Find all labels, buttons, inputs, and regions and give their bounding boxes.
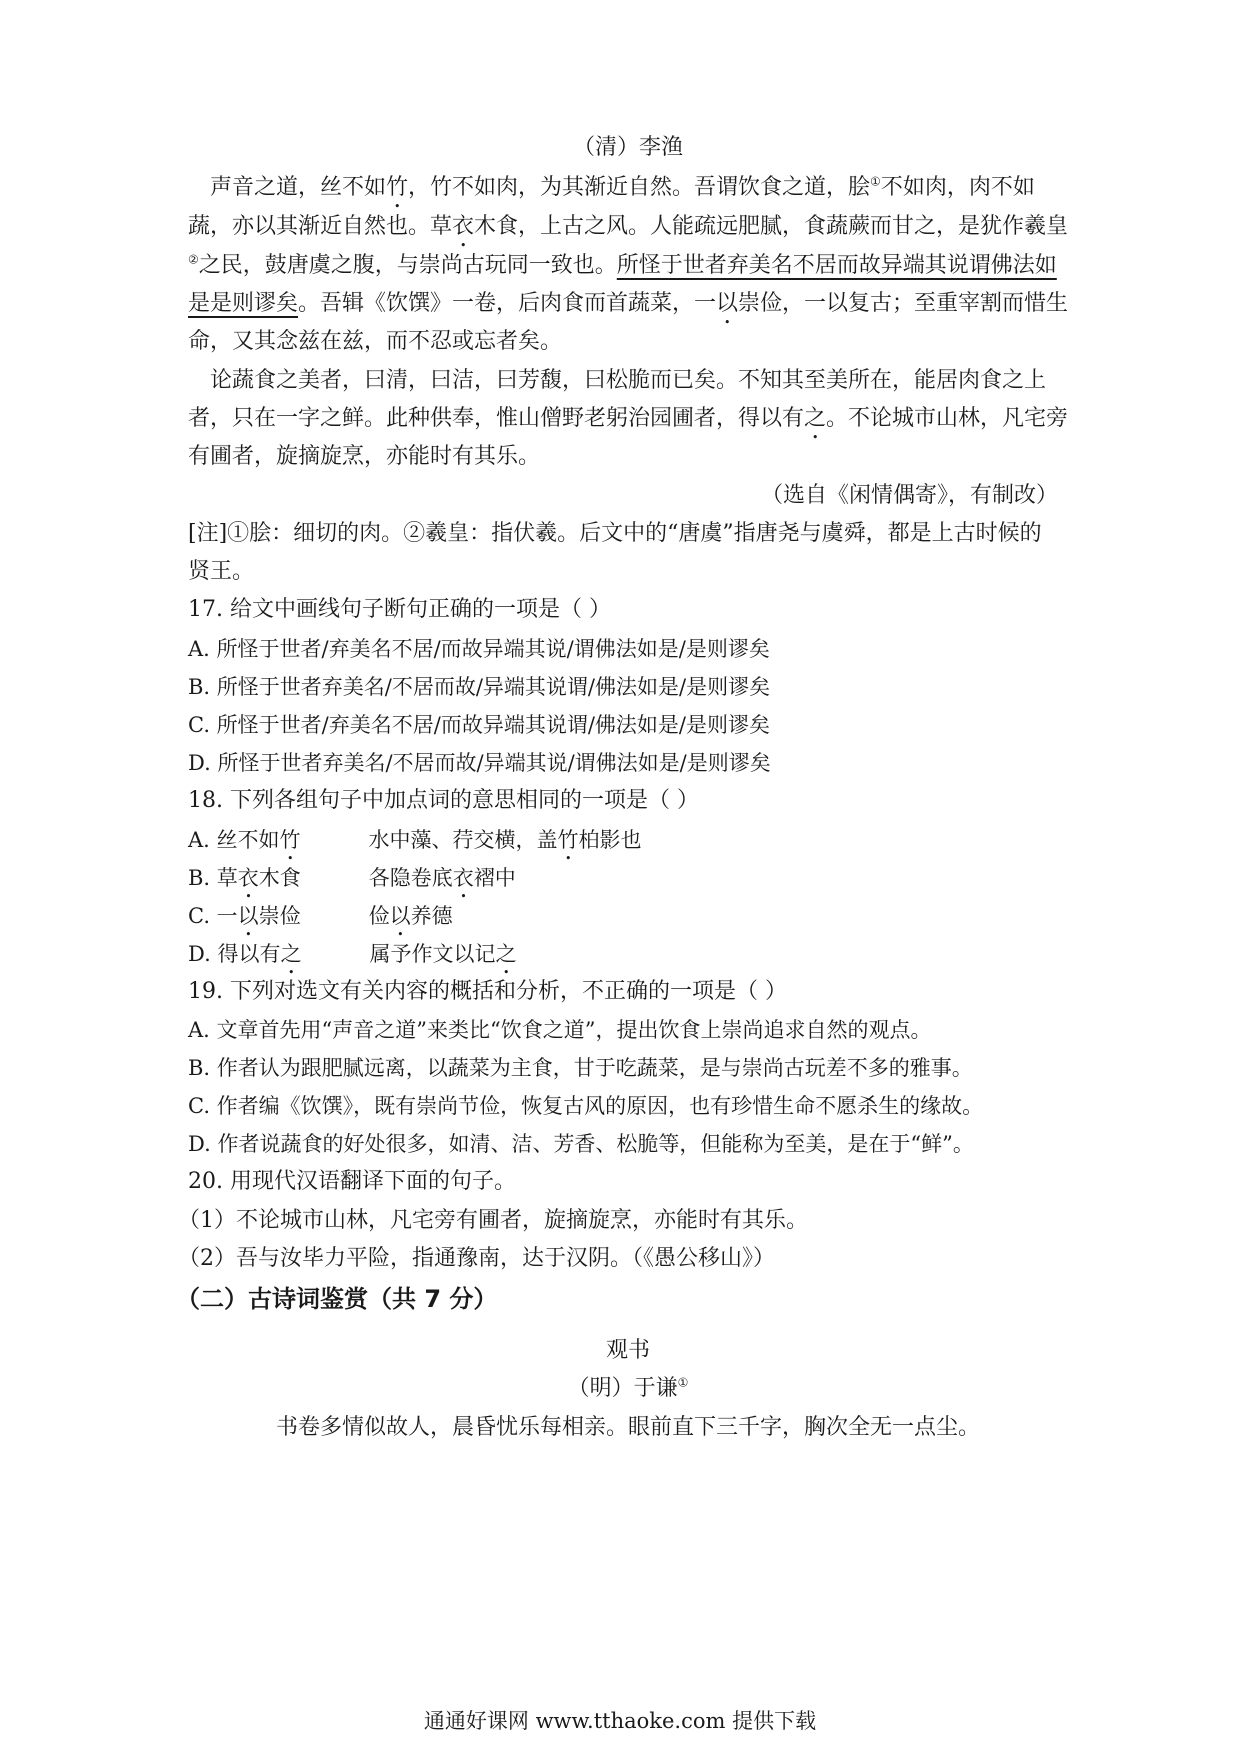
source-citation: （选自《闲情偶寄》，有制改） [760, 483, 1058, 508]
option-text: 崇俭 [258, 904, 301, 928]
question-19-stem: 19. 下列对选文有关内容的概括和分析，不正确的一项是（ ） [188, 979, 787, 1004]
question-17-option-a: A. 所怪于世者/弃美名不居/而故异端其说/谓佛法如是/是则谬矣 [188, 637, 770, 661]
passage-line-4 [188, 289, 1068, 329]
question-19-option-b: B. 作者认为跟肥腻远离，以蔬菜为主食，甘于吃蔬菜，是与崇尚古玩差不多的雅事。 [188, 1056, 973, 1080]
option-phrase-a [217, 901, 369, 941]
dotted-word: 竹 [386, 175, 409, 200]
question-17-stem: 17. 给文中画线句子断句正确的一项是（ ） [188, 597, 611, 622]
option-text: 水中藻、荇交横，盖 [368, 828, 558, 852]
passage-text: 木食，上古之风。人能疏远肥腻，食蔬蕨而甘之，是犹作羲皇 [474, 214, 1069, 239]
underlined-sentence-part2: 是是则谬矣 [188, 291, 299, 316]
note-marker: ② [188, 252, 199, 267]
dotted-word: 之 [495, 942, 517, 966]
dotted-word: 以 [237, 904, 259, 928]
author-line: （清）李渔 [572, 135, 683, 160]
option-phrase-a [217, 863, 369, 903]
option-text: 属予作文以记 [369, 942, 496, 966]
option-text: 草 [216, 866, 238, 890]
passage-line-3 [188, 251, 1068, 281]
question-18-stem: 18. 下列各组句子中加点词的意思相同的一项是（ ） [188, 788, 699, 813]
question-18-option [188, 863, 1068, 903]
question-18-option [188, 825, 1068, 865]
passage-line-8: 有圃者，旋摘旋烹，亦能时有其乐。 [188, 444, 541, 469]
poem-author-text: （明）于谦 [567, 1376, 678, 1401]
question-19-option-a: A. 文章首先用“声音之道”来类比“饮食之道”，提出饮食上崇尚追求自然的观点。 [188, 1018, 932, 1042]
notes-line-1: [注]①脍：细切的肉。②羲皇：指伏羲。后文中的“唐虞”指唐尧与虞舜，都是上古时候的 [188, 521, 1042, 546]
dotted-word: 竹 [279, 828, 301, 852]
question-17-option-c: C. 所怪于世者/弃美名不居/而故异端其说谓/佛法如是/是则谬矣 [188, 713, 770, 737]
option-label: A. [188, 828, 217, 852]
question-20-stem: 20. 用现代汉语翻译下面的句子。 [188, 1169, 516, 1194]
option-label: D. [188, 942, 218, 966]
note-marker: ① [677, 1375, 689, 1390]
question-17-option-b: B. 所怪于世者弃美名/不居而故/异端其说谓/佛法如是/是则谬矣 [188, 675, 771, 699]
poem-line: 书卷多情似故人，晨昏忧乐每相亲。眼前直下三千字，胸次全无一点尘。 [275, 1415, 980, 1440]
passage-line-5: 命，又其念兹在兹，而不忍或忘者矣。 [188, 329, 563, 354]
dotted-word: 竹 [557, 828, 579, 852]
question-18-option [188, 939, 1068, 979]
option-phrase-b [369, 904, 453, 928]
option-label: C. [188, 904, 217, 928]
passage-text: 。不论城市山林，凡宅旁 [826, 406, 1069, 431]
dotted-word: 衣 [452, 866, 474, 890]
option-phrase-b [369, 828, 642, 852]
option-text: 木食 [258, 866, 301, 890]
passage-text: 蔬，亦以其渐近自然也。草 [188, 214, 453, 239]
section-2-heading: （二）古诗词鉴赏（共 7 分） [176, 1285, 498, 1313]
question-20-item-2: （2）吾与汝毕力平险，指通豫南，达于汉阴。（《愚公移山》） [178, 1246, 775, 1271]
underlined-sentence-part1: 所怪于世者弃美名不居而故异端其说谓佛法如 [616, 253, 1057, 278]
dotted-word: 衣 [452, 214, 475, 239]
option-text: 柏影也 [578, 828, 642, 852]
poem-title: 观书 [605, 1338, 650, 1363]
note-marker: ① [870, 174, 881, 189]
passage-text: ，竹不如肉，为其渐近自然。吾谓饮食之道，脍 [408, 175, 871, 200]
passage-text: 之民，鼓唐虞之腹，与崇尚古玩同一致也。 [198, 253, 617, 278]
option-text: 丝不如 [216, 828, 280, 852]
question-19-option-c: C. 作者编《饮馔》，既有崇尚节俭，恢复古风的原因，也有珍惜生命不愿杀生的缘故。 [188, 1094, 984, 1118]
notes-line-2: 贤王。 [188, 559, 255, 584]
option-text: 得以有 [217, 942, 281, 966]
option-phrase-a [217, 825, 369, 865]
option-label: B. [188, 866, 217, 890]
option-phrase-a [217, 939, 369, 979]
footer-credit: 通通好课网 www.tthaoke.com 提供下载 [423, 1709, 817, 1733]
option-phrase-b [369, 866, 516, 890]
option-text: 俭 [368, 904, 390, 928]
dotted-word: 以 [389, 904, 411, 928]
passage-text: 声音之道，丝不如 [210, 175, 387, 200]
dotted-word: 之 [280, 942, 302, 966]
passage-line-2 [188, 212, 1068, 252]
dotted-word: 之 [804, 406, 827, 431]
passage-text: 者，只在一字之鲜。此种供奉，惟山僧野老躬治园圃者，得以有 [188, 406, 805, 431]
dotted-word: 衣 [237, 866, 259, 890]
passage-line-1 [210, 173, 1068, 213]
passage-line-7 [188, 404, 1068, 444]
question-18-option [188, 901, 1068, 941]
passage-line-6: 论蔬食之美者，曰清，曰洁，曰芳馥，曰松脆而已矣。不知其至美所在，能居肉食之上 [210, 368, 1047, 393]
passage-text: 。吾辑《饮馔》一卷，后肉食而首蔬菜，一 [298, 291, 717, 316]
poem-author [188, 1374, 1068, 1404]
question-20-item-1: （1）不论城市山林，凡宅旁有圃者，旋摘旋烹，亦能时有其乐。 [178, 1208, 808, 1233]
question-19-option-d: D. 作者说蔬食的好处很多，如清、洁、芳香、松脆等，但能称为至美，是在于“鲜”。 [188, 1132, 974, 1156]
passage-text: 不如肉，肉不如 [880, 175, 1035, 200]
option-text: 一 [216, 904, 238, 928]
question-17-option-d: D. 所怪于世者弃美名/不居而故/异端其说/谓佛法如是/是则谬矣 [188, 751, 771, 775]
option-text: 褶中 [473, 866, 516, 890]
option-text: 养德 [410, 904, 453, 928]
option-phrase-b [369, 942, 516, 966]
dotted-word: 以 [716, 291, 739, 316]
option-text: 各隐卷底 [368, 866, 453, 890]
passage-text: 崇俭，一以复古；至重宰割而惜生 [738, 291, 1069, 316]
